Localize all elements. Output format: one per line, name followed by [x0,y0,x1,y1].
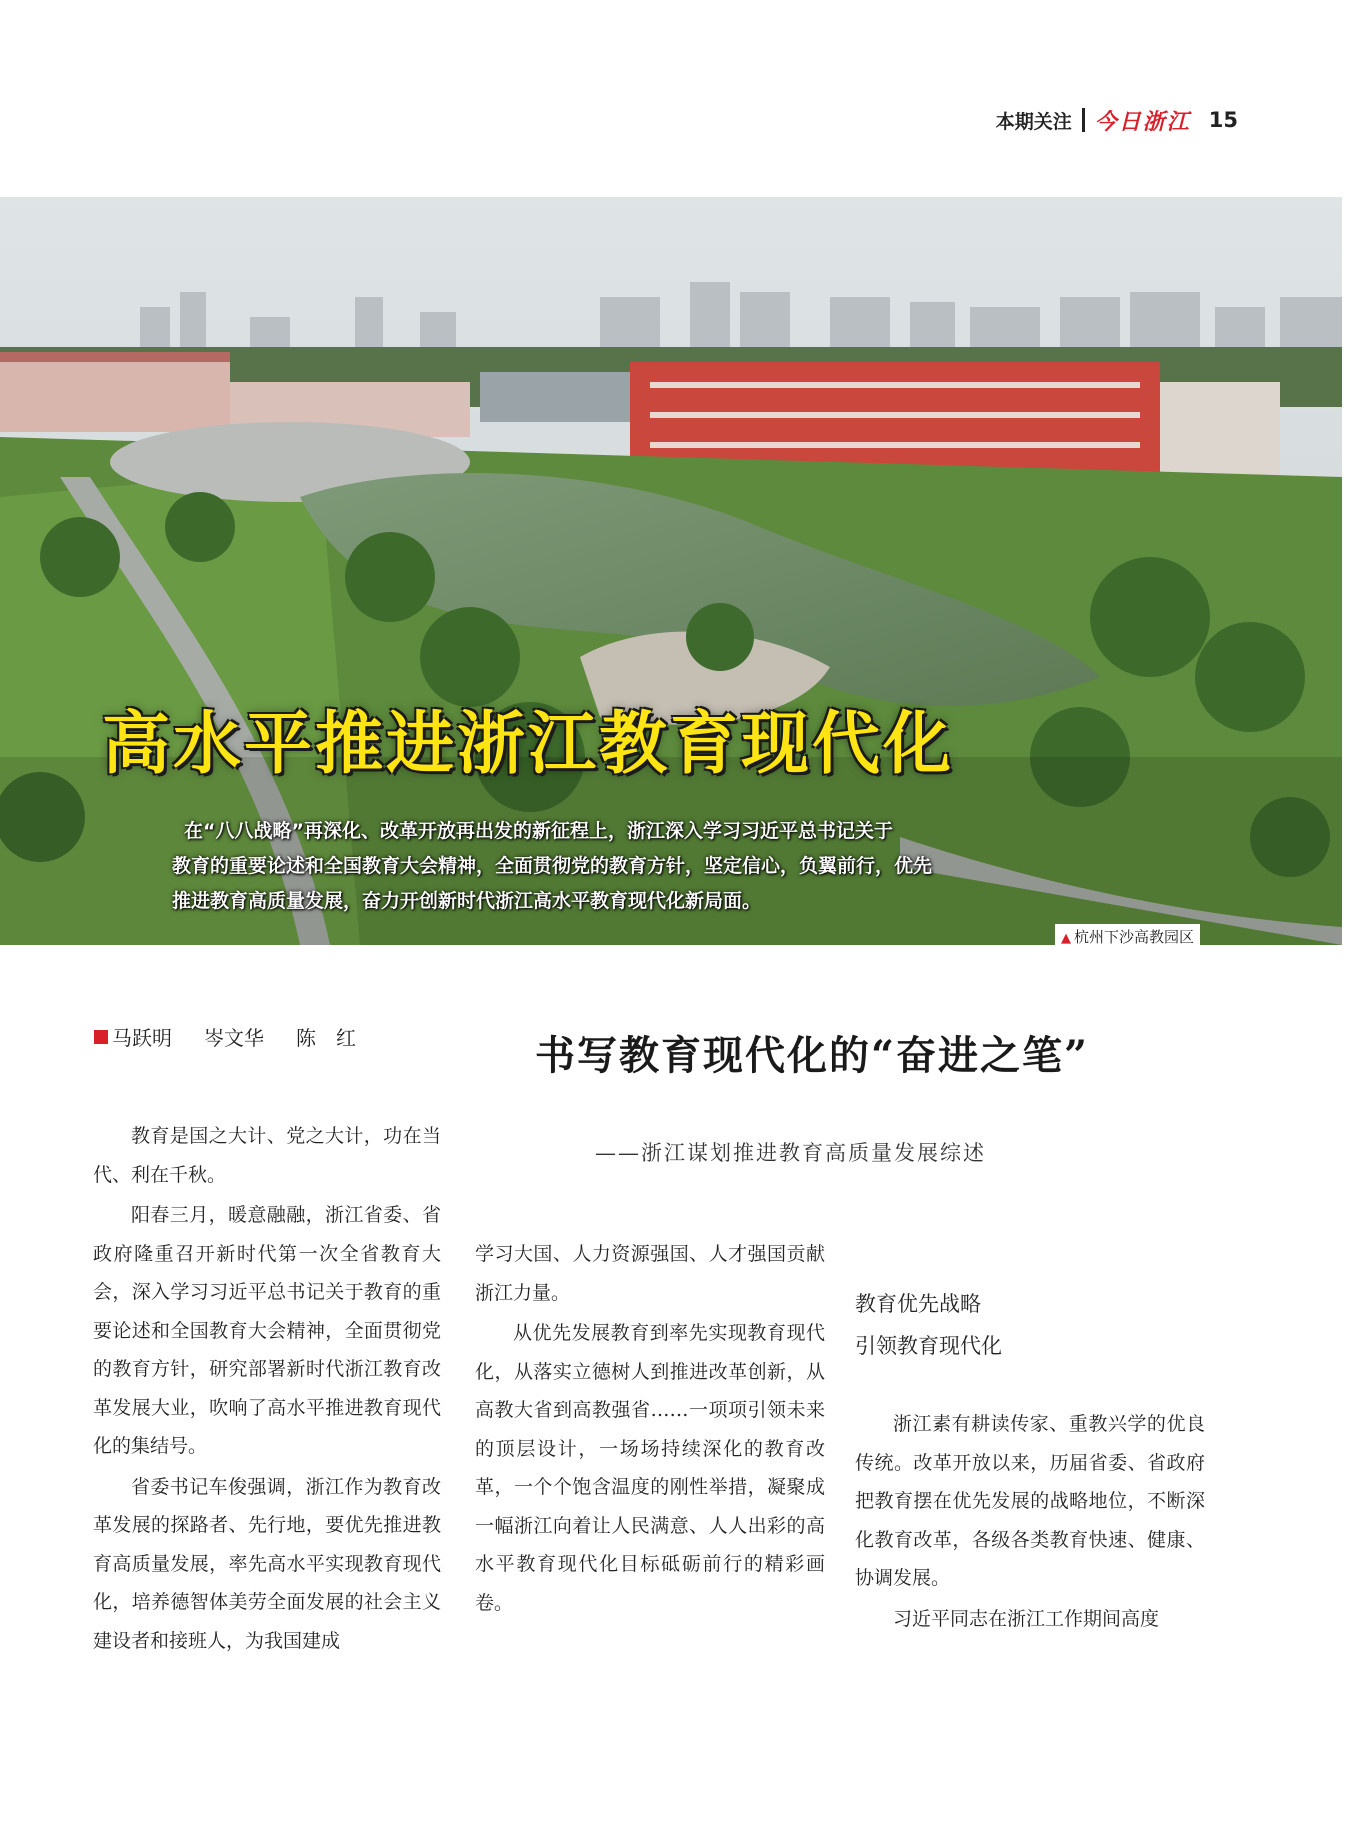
hero-intro [172,814,972,919]
author-name: 陈 红 [296,1026,356,1050]
header-divider [1082,108,1085,132]
section-subhead [855,1283,1002,1367]
magazine-brand: 今日浙江 [1094,109,1191,135]
section-label: 本期关注 [995,110,1072,133]
article-title: 书写教育现代化的“奋进之笔” [535,1032,1090,1079]
text-column-1 [93,1117,441,1662]
subhead-line: 引领教育现代化 [855,1334,1002,1358]
author-line [94,1022,388,1051]
paragraph: 浙江素有耕读传家、重教兴学的优良传统。改革开放以来，历届省委、省政府把教育摆在优先发展的战略地位，不断深化教育改革，各级各类教育快速、健康、协调发展。 [855,1413,1205,1589]
intro-line: 推进教育高质量发展，奋力开创新时代浙江高水平教育现代化新局面。 [172,890,762,912]
article-subtitle: ——浙江谋划推进教育高质量发展综述 [595,1141,986,1165]
red-square-icon [94,1030,108,1044]
page-number: 15 [1208,108,1238,132]
paragraph-continued: 学习大国、人力资源强国、人才强国贡献浙江力量。 [475,1243,825,1304]
hero-title: 高水平推进浙江教育现代化 [102,705,955,784]
intro-line: 教育的重要论述和全国教育大会精神，全面贯彻党的教育方针，坚定信心，负翼前行，优先 [172,855,933,877]
paragraph: 从优先发展教育到率先实现教育现代化，从落实立德树人到推进改革创新，从高教大省到高教强省……一项项引领未来的顶层设计，一场场持续深化的教育改革，一个个饱含温度的刚性举措，凝聚成一幅浙江向着让人民满意、人人出彩的高水平教育现代化目标砥砺前行的精彩画卷。 [475,1322,825,1614]
text-column-2 [475,1235,825,1624]
paragraph: 省委书记车俊强调，浙江作为教育改革发展的探路者、先行地，要优先推进教育高质量发展，率先高水平实现教育现代化，培养德智体美劳全面发展的社会主义建设者和接班人，为我国建成 [93,1475,441,1652]
paragraph: 教育是国之大计、党之大计，功在当代、利在千秋。 [93,1125,441,1186]
caption-text: 杭州下沙高教园区 [1073,928,1194,946]
subhead-line: 教育优先战略 [855,1292,981,1316]
intro-line: 在“八八战略”再深化、改革开放再出发的新征程上，浙江深入学习习近平总书记关于 [184,820,893,842]
paragraph: 阳春三月，暖意融融，浙江省委、省政府隆重召开新时代第一次全省教育大会，深入学习习近平总书记关于教育的重要论述和全国教育大会精神，全面贯彻党的教育方针，研究部署新时代浙江教育改革发展大业，吹响了高水平推进教育现代化的集结号。 [93,1204,441,1457]
author-name: 岑文华 [204,1026,264,1050]
page-header [996,100,1238,140]
triangle-icon: ▲ [1060,931,1071,946]
paragraph: 习近平同志在浙江工作期间高度 [893,1607,1160,1630]
text-column-3 [855,1405,1205,1640]
author-name: 马跃明 [112,1026,172,1050]
photo-caption [1055,924,1200,949]
